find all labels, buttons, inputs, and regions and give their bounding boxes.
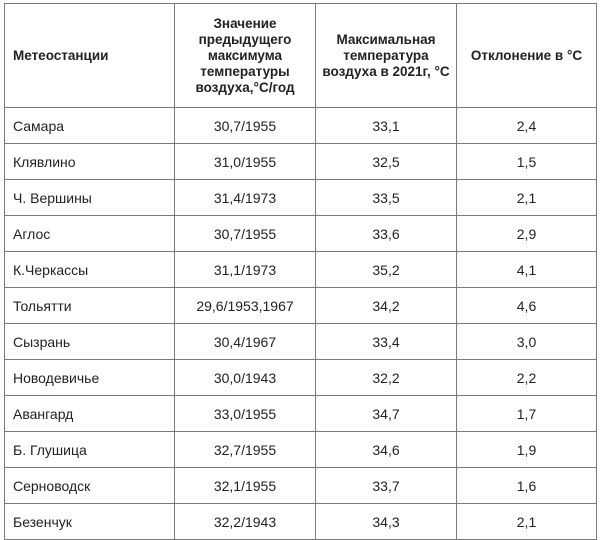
previous-max-cell: 31,4/1973 <box>175 180 316 216</box>
header-deviation: Отклонение в °С <box>457 4 597 108</box>
header-previous-max: Значение предыдущего максимума температуры воздуха,°С/год <box>175 4 316 108</box>
deviation-cell: 2,9 <box>457 216 597 252</box>
max-2021-cell: 33,5 <box>316 180 457 216</box>
deviation-cell: 1,6 <box>457 468 597 504</box>
table-row <box>5 468 597 504</box>
table-body <box>5 108 597 540</box>
table-row <box>5 324 597 360</box>
table-row <box>5 216 597 252</box>
max-2021-cell: 32,2 <box>316 360 457 396</box>
deviation-cell: 1,9 <box>457 432 597 468</box>
deviation-cell: 1,5 <box>457 144 597 180</box>
max-2021-cell: 35,2 <box>316 252 457 288</box>
max-2021-cell: 33,1 <box>316 108 457 144</box>
table-row <box>5 432 597 468</box>
max-2021-cell: 34,3 <box>316 504 457 540</box>
header-stations: Метеостанции <box>5 4 175 108</box>
deviation-cell: 2,2 <box>457 360 597 396</box>
station-name: Клявлино <box>5 144 175 180</box>
table-row <box>5 252 597 288</box>
table-row <box>5 396 597 432</box>
previous-max-cell: 30,7/1955 <box>175 216 316 252</box>
max-2021-cell: 34,6 <box>316 432 457 468</box>
table-row <box>5 360 597 396</box>
temperature-table <box>4 3 597 540</box>
previous-max-cell: 32,2/1943 <box>175 504 316 540</box>
max-2021-cell: 34,2 <box>316 288 457 324</box>
station-name: Новодевичье <box>5 360 175 396</box>
station-name: Б. Глушица <box>5 432 175 468</box>
table-row <box>5 504 597 540</box>
max-2021-cell: 32,5 <box>316 144 457 180</box>
header-row <box>5 4 597 108</box>
max-2021-cell: 33,6 <box>316 216 457 252</box>
previous-max-cell: 33,0/1955 <box>175 396 316 432</box>
deviation-cell: 4,6 <box>457 288 597 324</box>
previous-max-cell: 31,0/1955 <box>175 144 316 180</box>
header-max-2021: Максимальная температура воздуха в 2021г, °С <box>316 4 457 108</box>
deviation-cell: 4,1 <box>457 252 597 288</box>
max-2021-cell: 33,4 <box>316 324 457 360</box>
station-name: Безенчук <box>5 504 175 540</box>
previous-max-cell: 32,1/1955 <box>175 468 316 504</box>
previous-max-cell: 29,6/1953,1967 <box>175 288 316 324</box>
previous-max-cell: 30,0/1943 <box>175 360 316 396</box>
station-name: К.Черкассы <box>5 252 175 288</box>
station-name: Самара <box>5 108 175 144</box>
max-2021-cell: 33,7 <box>316 468 457 504</box>
deviation-cell: 3,0 <box>457 324 597 360</box>
table-row <box>5 288 597 324</box>
station-name: Серноводск <box>5 468 175 504</box>
station-name: Сызрань <box>5 324 175 360</box>
table-row <box>5 180 597 216</box>
previous-max-cell: 30,7/1955 <box>175 108 316 144</box>
table-row <box>5 108 597 144</box>
table-row <box>5 144 597 180</box>
previous-max-cell: 31,1/1973 <box>175 252 316 288</box>
max-2021-cell: 34,7 <box>316 396 457 432</box>
station-name: Авангард <box>5 396 175 432</box>
station-name: Аглос <box>5 216 175 252</box>
station-name: Тольятти <box>5 288 175 324</box>
previous-max-cell: 32,7/1955 <box>175 432 316 468</box>
deviation-cell: 2,4 <box>457 108 597 144</box>
previous-max-cell: 30,4/1967 <box>175 324 316 360</box>
station-name: Ч. Вершины <box>5 180 175 216</box>
deviation-cell: 1,7 <box>457 396 597 432</box>
deviation-cell: 2,1 <box>457 504 597 540</box>
deviation-cell: 2,1 <box>457 180 597 216</box>
